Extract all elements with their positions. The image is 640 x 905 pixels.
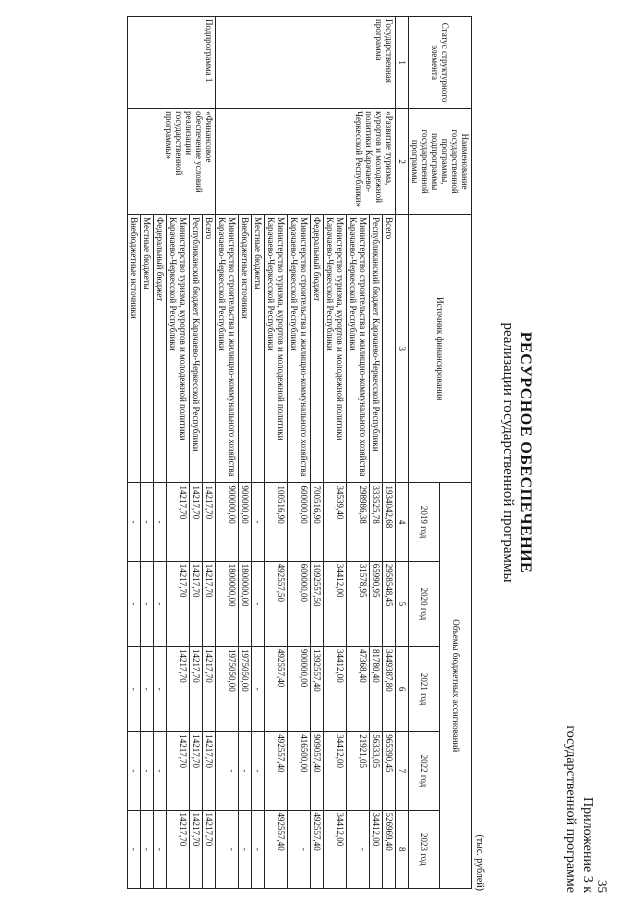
row-value: - [216, 810, 239, 888]
row-value: 2958548,45 [383, 561, 396, 646]
row-value: 14217,70 [190, 810, 203, 888]
row-value: - [128, 483, 141, 561]
row-value: 1934042,68 [383, 483, 396, 561]
row-value: 21921,05 [347, 732, 370, 810]
row-value: 492557,40 [265, 810, 288, 888]
row-value: 14217,70 [203, 732, 216, 810]
appendix-line-1: Приложение 3 к [580, 797, 595, 893]
row-value: - [141, 483, 154, 561]
row-value: 909057,40 [311, 732, 324, 810]
column-number: 4 [396, 483, 409, 561]
header-budget-volumes: Объемы бюджетных ассигнований [440, 483, 472, 889]
header-year: 2021 год [409, 647, 441, 732]
row-value: - [141, 561, 154, 646]
header-program-name: Наименование государственной программы, подпрограммы государственной программы [409, 109, 472, 215]
row-funding-source: Всего [383, 215, 396, 483]
row-value: 14217,70 [203, 810, 216, 888]
column-number: 5 [396, 561, 409, 646]
row-value: - [128, 561, 141, 646]
header-funding-source: Источник финансирования [409, 215, 472, 483]
row-value: 600000,00 [288, 561, 311, 646]
row-value: - [141, 647, 154, 732]
row-value: - [239, 732, 252, 810]
row-value: 526969,40 [383, 810, 396, 888]
row-funding-source: Министерство строительства и жилищно-коммунального хозяйства Карачаево-Черкесской Республики [216, 215, 239, 483]
page-number: 35 [595, 880, 610, 893]
row-value: 14217,70 [167, 483, 190, 561]
row-value: 34412,00 [324, 561, 347, 646]
row-funding-source: Министерство туризма, курортов и молодежной политики Карачаево-Черкесской Республики [167, 215, 190, 483]
row-funding-source: Министерство туризма, курортов и молодежной политики Карачаево-Черкесской Республики [324, 215, 347, 483]
row-value: 900000,00 [288, 647, 311, 732]
row-value: 56333,05 [370, 732, 383, 810]
row-value: 298986,38 [347, 483, 370, 561]
row-value: 14217,70 [203, 483, 216, 561]
row-value: 14217,70 [167, 732, 190, 810]
header-year: 2020 год [409, 561, 441, 646]
row-funding-source: Министерство туризма, курортов и молодежной политики Карачаево-Черкесской Республики [265, 215, 288, 483]
row-funding-source: Местные бюджеты [252, 215, 265, 483]
header-year: 2019 год [409, 483, 441, 561]
table-row [203, 17, 216, 889]
row-funding-source: Всего [203, 215, 216, 483]
row-value: - [347, 810, 370, 888]
resources-table [127, 16, 472, 889]
row-funding-source: Республиканский бюджет Карачаево-Черкесской Республики [370, 215, 383, 483]
row-status: Подпрограмма 1 [128, 17, 216, 109]
row-value: 416500,00 [288, 732, 311, 810]
row-value: 14217,70 [190, 561, 203, 646]
row-value: - [154, 561, 167, 646]
units-note: (тыс. рублей) [474, 834, 485, 891]
table-header-row [440, 17, 472, 889]
row-value: - [154, 483, 167, 561]
row-value: - [154, 647, 167, 732]
row-value: 1800000,00 [239, 561, 252, 646]
row-value: 700516,90 [311, 483, 324, 561]
row-funding-source: Внебюджетные источники [239, 215, 252, 483]
document-title: РЕСУРСНОЕ ОБЕСПЕЧЕНИЕ [517, 331, 534, 574]
row-value: 1800000,00 [216, 561, 239, 646]
row-value: 14217,70 [167, 561, 190, 646]
row-value: 600000,00 [288, 483, 311, 561]
row-program-name: «Финансовое обеспечение условий реализации государственной программы» [128, 109, 216, 215]
row-funding-source: Федеральный бюджет [154, 215, 167, 483]
row-value: 1975050,00 [239, 647, 252, 732]
row-funding-source: Министерство строительства и жилищно-коммунального хозяйства Карачаево-Черкесской Республики [347, 215, 370, 483]
row-value: 492557,40 [265, 647, 288, 732]
column-number: 7 [396, 732, 409, 810]
row-value: 492557,40 [265, 732, 288, 810]
row-value: 81780,40 [370, 647, 383, 732]
row-value: 965390,45 [383, 732, 396, 810]
row-value: 65990,95 [370, 561, 383, 646]
row-value: 1392557,40 [311, 647, 324, 732]
row-value: 492557,40 [311, 810, 324, 888]
row-value: - [252, 561, 265, 646]
row-value: - [216, 732, 239, 810]
document-subtitle: реализации государственной программы [500, 322, 516, 583]
column-number-row [396, 17, 409, 889]
row-value: 34412,00 [324, 810, 347, 888]
row-funding-source: Федеральный бюджет [311, 215, 324, 483]
row-value: - [239, 810, 252, 888]
row-value: 3449387,80 [383, 647, 396, 732]
row-program-name: «Развитие туризма, курортов и молодежной политики Карачаево-Черкесской Республики» [216, 109, 396, 215]
row-value: - [252, 810, 265, 888]
row-funding-source: Республиканский бюджет Карачаево-Черкесской Республики [190, 215, 203, 483]
row-value: - [252, 647, 265, 732]
row-value: - [154, 810, 167, 888]
column-number: 2 [396, 109, 409, 215]
row-value: 14217,70 [203, 647, 216, 732]
row-value: 47368,40 [347, 647, 370, 732]
row-value: - [141, 732, 154, 810]
row-value: - [128, 732, 141, 810]
table-body [128, 17, 396, 889]
row-value: - [141, 810, 154, 888]
table-row [383, 17, 396, 889]
row-value: - [128, 810, 141, 888]
row-value: 34412,00 [324, 647, 347, 732]
row-value: - [288, 810, 311, 888]
row-value: 34412,00 [324, 732, 347, 810]
column-number: 3 [396, 215, 409, 483]
row-value: - [252, 732, 265, 810]
row-status: Государственная программа [216, 17, 396, 109]
row-value: 34412,00 [370, 810, 383, 888]
row-value: 1092557,50 [311, 561, 324, 646]
header-status: Статус структурного элемента [409, 17, 472, 109]
row-funding-source: Внебюджетные источники [128, 215, 141, 483]
row-value: 14217,70 [203, 561, 216, 646]
column-number: 1 [396, 17, 409, 109]
row-value: 14217,70 [167, 810, 190, 888]
row-value: 100516,90 [265, 483, 288, 561]
header-year: 2022 год [409, 732, 441, 810]
appendix-line-2: государственной программе [563, 725, 578, 893]
column-number: 8 [396, 810, 409, 888]
header-year: 2023 год [409, 810, 441, 888]
row-funding-source: Местные бюджеты [141, 215, 154, 483]
row-value: 14217,70 [167, 647, 190, 732]
row-value: 14217,70 [190, 732, 203, 810]
row-value: 492557,50 [265, 561, 288, 646]
row-value: - [154, 732, 167, 810]
row-value: 14217,70 [190, 647, 203, 732]
row-value: - [128, 647, 141, 732]
row-value: 1975050,00 [216, 647, 239, 732]
row-value: 900000,00 [239, 483, 252, 561]
row-value: 900000,00 [216, 483, 239, 561]
row-value: 31578,95 [347, 561, 370, 646]
appendix-note [562, 725, 596, 893]
row-funding-source: Министерство строительства и жилищно-коммунального хозяйства Карачаево-Черкесской Республики [288, 215, 311, 483]
row-value: 333525,78 [370, 483, 383, 561]
row-value: - [252, 483, 265, 561]
row-value: 34539,40 [324, 483, 347, 561]
column-number: 6 [396, 647, 409, 732]
row-value: 14217,70 [190, 483, 203, 561]
